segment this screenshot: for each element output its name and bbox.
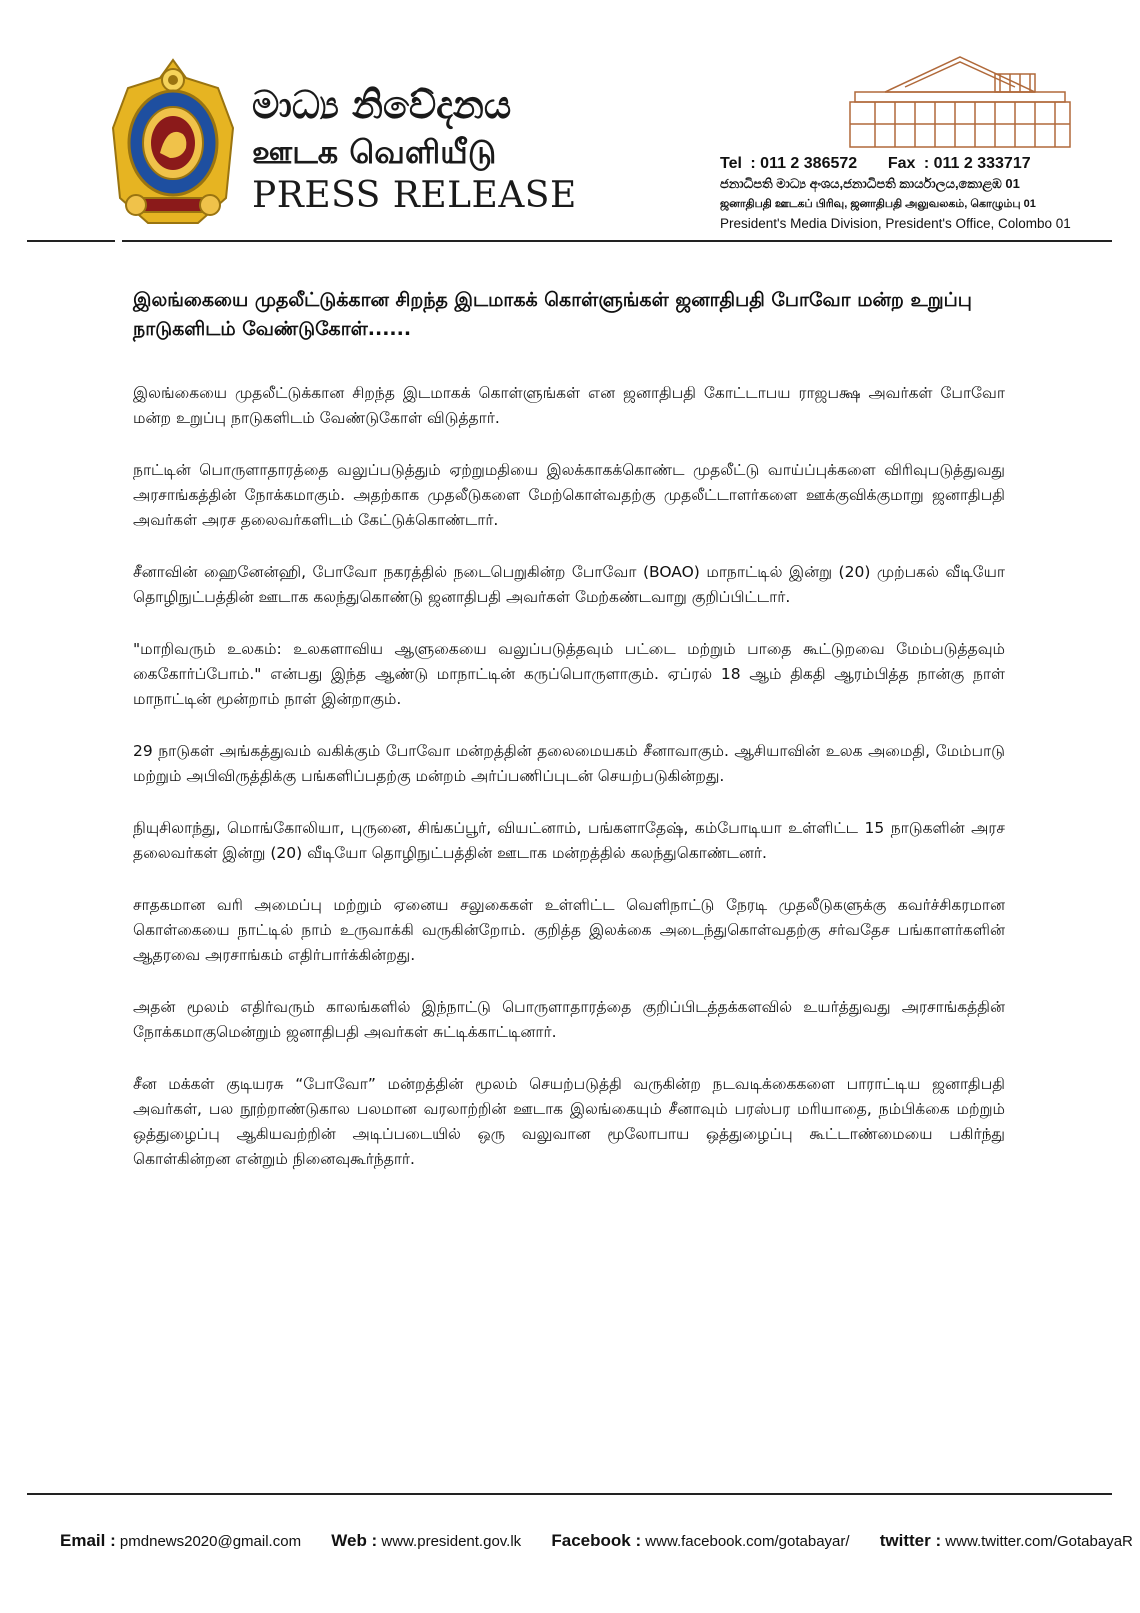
tel-label: Tel: [720, 155, 742, 172]
title-sinhala: මාධ්‍ය නිවේදනය: [252, 83, 512, 127]
footer-facebook: [551, 1533, 853, 1550]
article-paragraph: 29 நாடுகள் அங்கத்துவம் வகிக்கும் போவோ மன்றத்தின் தலைமையகம் சீனாவாகும். ஆசியாவின் உலக அமைதி, மேம்பாடு மற்றும் அபிவிருத்திக்கு பங்களிப்பதற்கு மன்றம் அர்ப்பணிப்புடன் செயற்படுகின்றது.: [133, 742, 1005, 785]
article-paragraph: சீனாவின் ஹைனேன்ஹி, போவோ நகரத்தில் நடைபெறுகின்ற போவோ (BOAO) மாநாட்டில் இன்று (20) முற்பகல் வீடியோ தொழிநுட்பத்தின் ஊடாக கலந்துகொண்டு ஜனாதிபதி அவர்கள் மேற்கண்டவாறு குறிப்பிட்டார்.: [133, 563, 1005, 606]
article-paragraph: நாட்டின் பொருளாதாரத்தை வலுப்படுத்தும் ஏற்றுமதியை இலக்காகக்கொண்ட முதலீட்டு வாய்ப்புக்களை விரிவுபடுத்துவது அரசாங்கத்தின் நோக்கமாகும். அதற்காக முதலீடுகளை மேற்கொள்வதற்கு முதலீட்டாளர்களை ஊக்குவிக்குமாறு ஜனாதிபதி அவர்கள் அரச தலைவர்களிடம் கேட்டுக்கொண்டார்.: [133, 461, 1005, 529]
contact-info: [720, 154, 1120, 234]
footer-email: [60, 1533, 305, 1550]
footer-twitter: [880, 1533, 1133, 1550]
address-tamil: ஜனாதிபதி ஊடகப் பிரிவு, ஜனாதிபதி அலுவலகம், கொழும்பு 01: [720, 198, 1036, 210]
footer-divider: [27, 1493, 1112, 1495]
article-paragraph: நியுசிலாந்து, மொங்கோலியா, புருனை, சிங்கப்பூர், வியட்னாம், பங்களாதேஷ், கம்போடியா உள்ளிட்ட 15 நாடுகளின் அரச தலைவர்கள் இன்று (20) வீடியோ தொழிநுட்பத்தின் ஊடாக மன்றத்தில் கலந்துகொண்டனர்.: [133, 819, 1005, 862]
article-paragraph: சீன மக்கள் குடியரசு “போவோ” மன்றத்தின் மூலம் செயற்படுத்தி வருகின்ற நடவடிக்கைகளை பாராட்டிய ஜனாதிபதி அவர்கள், பல நூற்றாண்டுகால பலமான வரலாற்றின் ஊடாக இலங்கையும் சீனாவும் பரஸ்பர மரியாதை, நம்பிக்கை மற்றும் ஒத்துழைப்பு ஆகியவற்றின் அடிப்படையில் ஒரு வலுவான மூலோபாய ஒத்துழைப்பு கூட்டாண்மையை பகிர்ந்து கொள்கின்றன என்றும் நினைவுகூர்ந்தார்.: [133, 1075, 1005, 1168]
email-label: Email :: [60, 1531, 116, 1550]
footer-web: [331, 1533, 525, 1550]
facebook-link[interactable]: www.facebook.com/gotabayar/: [645, 1533, 850, 1550]
twitter-link[interactable]: www.twitter.com/GotabayaR: [945, 1533, 1133, 1550]
fax-label: Fax: [887, 155, 916, 172]
article-paragraph: இலங்கையை முதலீட்டுக்கான சிறந்த இடமாகக் கொள்ளுங்கள் என ஜனாதிபதி கோட்டாபய ராஜபக்ஷ அவர்கள் போவோ மன்ற உறுப்பு நாடுகளிடம் வேண்டுகோள் விடுத்தார்.: [133, 384, 1005, 427]
twitter-label: twitter :: [879, 1531, 942, 1550]
presidential-building-icon: [845, 52, 1075, 152]
article-body: [133, 286, 1005, 1199]
header-divider: [122, 240, 1112, 242]
fax-value: : 011 2 333717: [923, 155, 1031, 172]
tel-value: : 011 2 386572: [750, 155, 858, 172]
footer-contacts: [60, 1531, 1133, 1551]
address-sinhala: ජනාධිපති මාධ්‍ය අංශය,ජනාධිපති කාර්යාලය,කොළඹ 01: [720, 176, 1020, 191]
title-tamil: ஊடக வெளியீடு: [252, 133, 497, 171]
article-headline: இலங்கையை முதலீட்டுக்கான சிறந்த இடமாகக் கொள்ளுங்கள் ஜனாதிபதி போவோ மன்ற உறுப்பு நாடுகளிடம் வேண்டுகோள்......: [133, 289, 972, 340]
article-paragraph: சாதகமான வரி அமைப்பு மற்றும் ஏனைய சலுகைகள் உள்ளிட்ட வெளிநாட்டு நேரடி முதலீடுகளுக்கு கவர்ச்சிகரமான கொள்கையை நாட்டில் நாம் உருவாக்கி வருகின்றோம். குறித்த இலக்கை அடைந்துகொள்வதற்கு சர்வதேச பங்காளர்களின் ஆதரவை அரசாங்கம் எதிர்பார்க்கின்றது.: [133, 896, 1005, 964]
phone-fax-line: [720, 154, 1120, 174]
article-paragraph: "மாறிவரும் உலகம்: உலகளாவிய ஆளுகையை வலுப்படுத்தவும் பட்டை மற்றும் பாதை கூட்டுறவை மேம்படுத்தவும் கைகோர்ப்போம்." என்பது இந்த ஆண்டு மாநாட்டின் கருப்பொருளாகும். ஏப்ரல் 18 ஆம் திகதி ஆரம்பித்த நான்கு நாள் மாநாட்டின் மூன்றாம் நாள் இன்றாகும்.: [133, 640, 1005, 708]
title-english: PRESS RELEASE: [252, 175, 577, 216]
email-link[interactable]: pmdnews2020@gmail.com: [119, 1533, 302, 1550]
facebook-label: Facebook :: [551, 1531, 642, 1550]
sri-lanka-emblem-icon: [108, 58, 238, 228]
press-release-title: [252, 82, 577, 218]
web-link[interactable]: www.president.gov.lk: [381, 1533, 522, 1550]
web-label: Web :: [331, 1531, 378, 1550]
article-paragraph: அதன் மூலம் எதிர்வரும் காலங்களில் இந்நாட்டு பொருளாதாரத்தை குறிப்பிடத்தக்களவில் உயர்த்துவது அரசாங்கத்தின் நோக்கமாகுமென்றும் ஜனாதிபதி அவர்கள் சுட்டிக்காட்டினார்.: [133, 998, 1005, 1041]
address-english: President's Media Division, President's Office, Colombo 01: [720, 216, 1071, 231]
header-divider-left: [27, 240, 115, 242]
